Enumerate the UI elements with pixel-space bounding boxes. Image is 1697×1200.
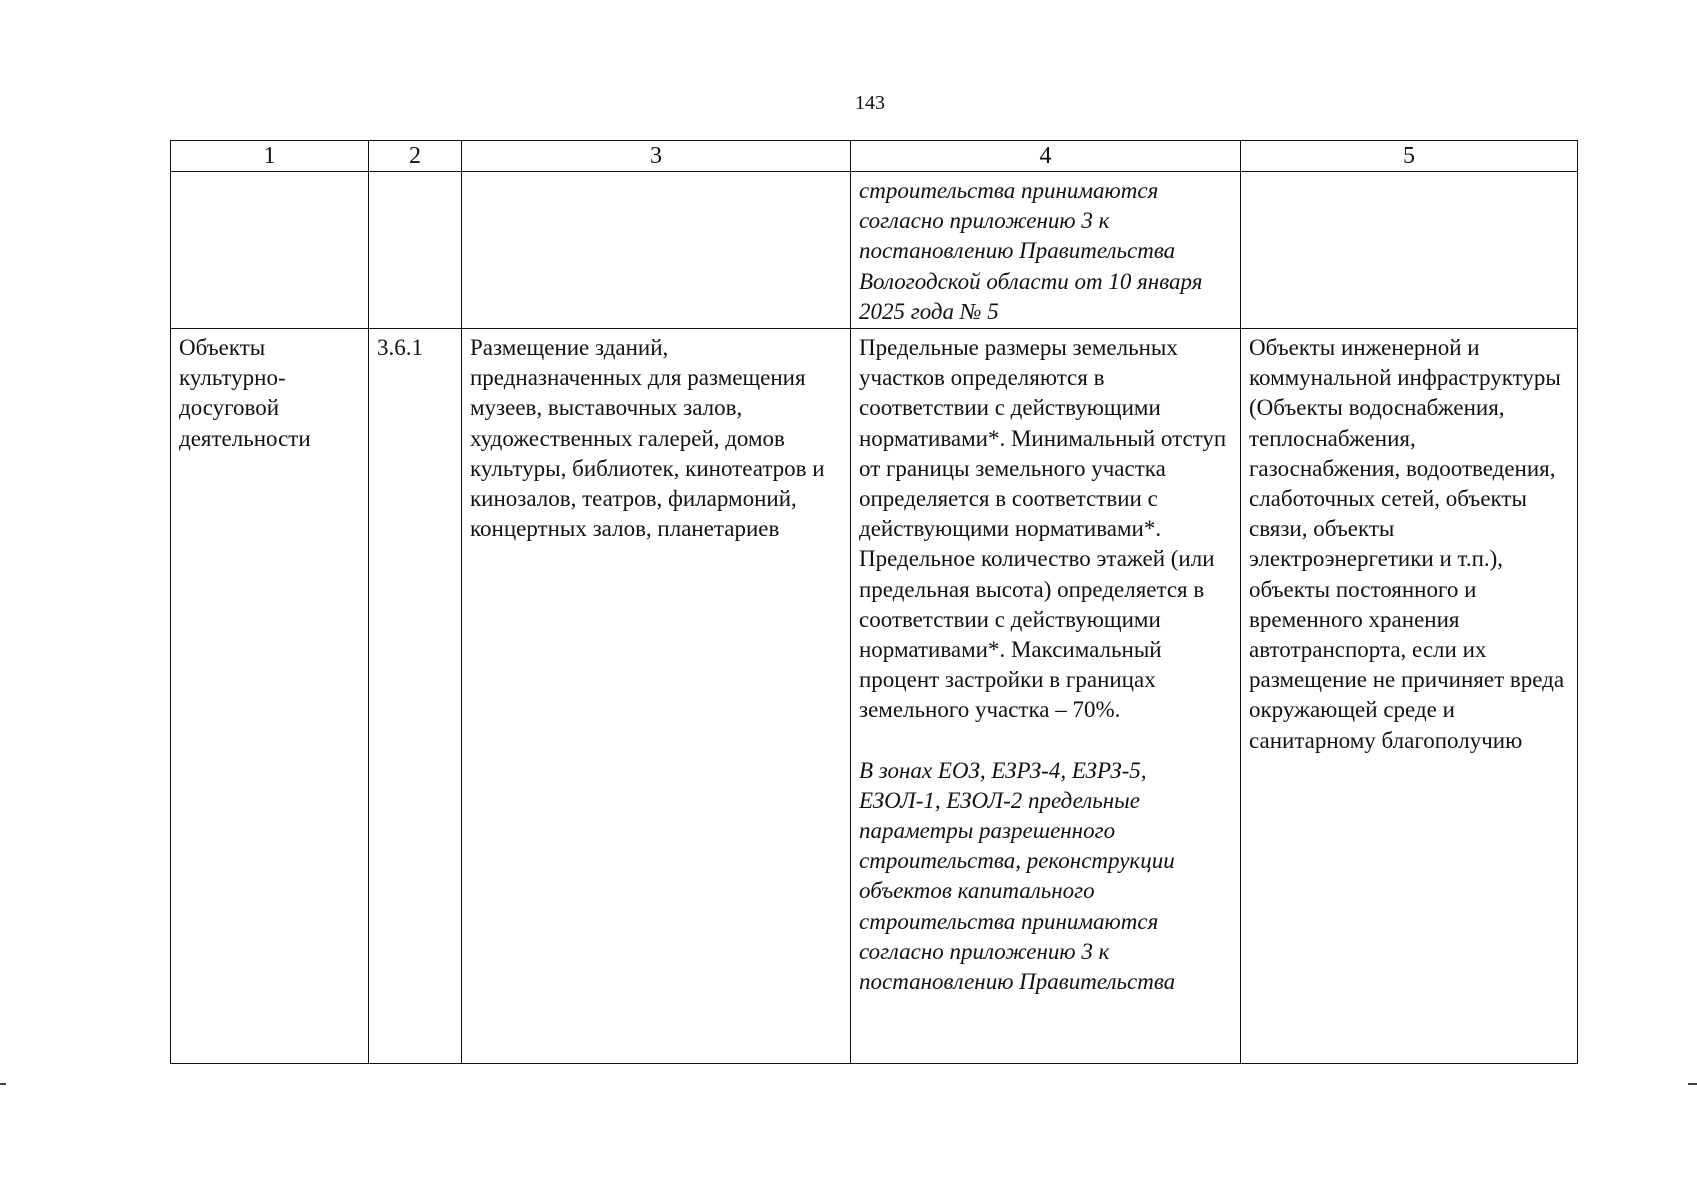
header-col-5: 5: [1241, 141, 1578, 172]
regulations-table-container: [170, 140, 1577, 1064]
use-type-description: Размещение зданий, предназначенных для размещения музеев, выставочных залов, художественных галерей, домов культуры, библиотек, кинотеатров и кинозалов, театров, филармоний, концертных залов, планетариев: [462, 329, 851, 1064]
build-parameters-text: Предельные размеры земельных участков определяются в соответствии с действующими нормативами*. Минимальный отступ от границы земельного участка определяется в соответствии с действующими нормативами*. Предельное количество этажей (или предельная высота) определяется в соответствии с действующими нормативами*. Максимальный процент застройки в границах земельного участка – 70%.: [859, 335, 1227, 723]
scan-edge-mark-left: [0, 1083, 6, 1085]
use-type-code: 3.6.1: [369, 329, 462, 1064]
continuation-row: [171, 172, 1578, 329]
header-col-3: 3: [462, 141, 851, 172]
regulations-table: [170, 140, 1578, 1064]
cont-cell-1: [171, 172, 369, 329]
header-col-1: 1: [171, 141, 369, 172]
header-row: [171, 141, 1578, 172]
use-type-name: Объекты культурно-досуговой деятельности: [171, 329, 369, 1064]
scan-edge-mark-right: [1688, 1083, 1697, 1085]
cont-cell-2: [369, 172, 462, 329]
cont-cell-5: [1241, 172, 1578, 329]
header-col-2: 2: [369, 141, 462, 172]
header-col-4: 4: [851, 141, 1241, 172]
auxiliary-uses: Объекты инженерной и коммунальной инфраструктуры (Объекты водоснабжения, теплоснабжения, газоснабжения, водоотведения, слаботочных сетей, объекты связи, объекты электроэнергетики и т.п.), объекты постоянного и временного хранения автотранспорта, если их размещение не причиняет вреда окружающей среде и санитарному благополучию: [1241, 329, 1578, 1064]
build-parameters-cell: [851, 329, 1241, 1064]
page-number: 143: [855, 92, 885, 114]
table-row: [171, 329, 1578, 1064]
cont-cell-3: [462, 172, 851, 329]
build-parameters-italic: В зонах ЕОЗ, ЕЗРЗ-4, ЕЗРЗ-5, ЕЗОЛ-1, ЕЗОЛ-2 предельные параметры разрешенного строительства, реконструкции объектов капитального строительства принимаются согласно приложению 3 к постановлению Правительства: [859, 757, 1176, 995]
cont-cell-4: строительства принимаются согласно приложению 3 к постановлению Правительства Вологодской области от 10 января 2025 года № 5: [851, 172, 1241, 329]
